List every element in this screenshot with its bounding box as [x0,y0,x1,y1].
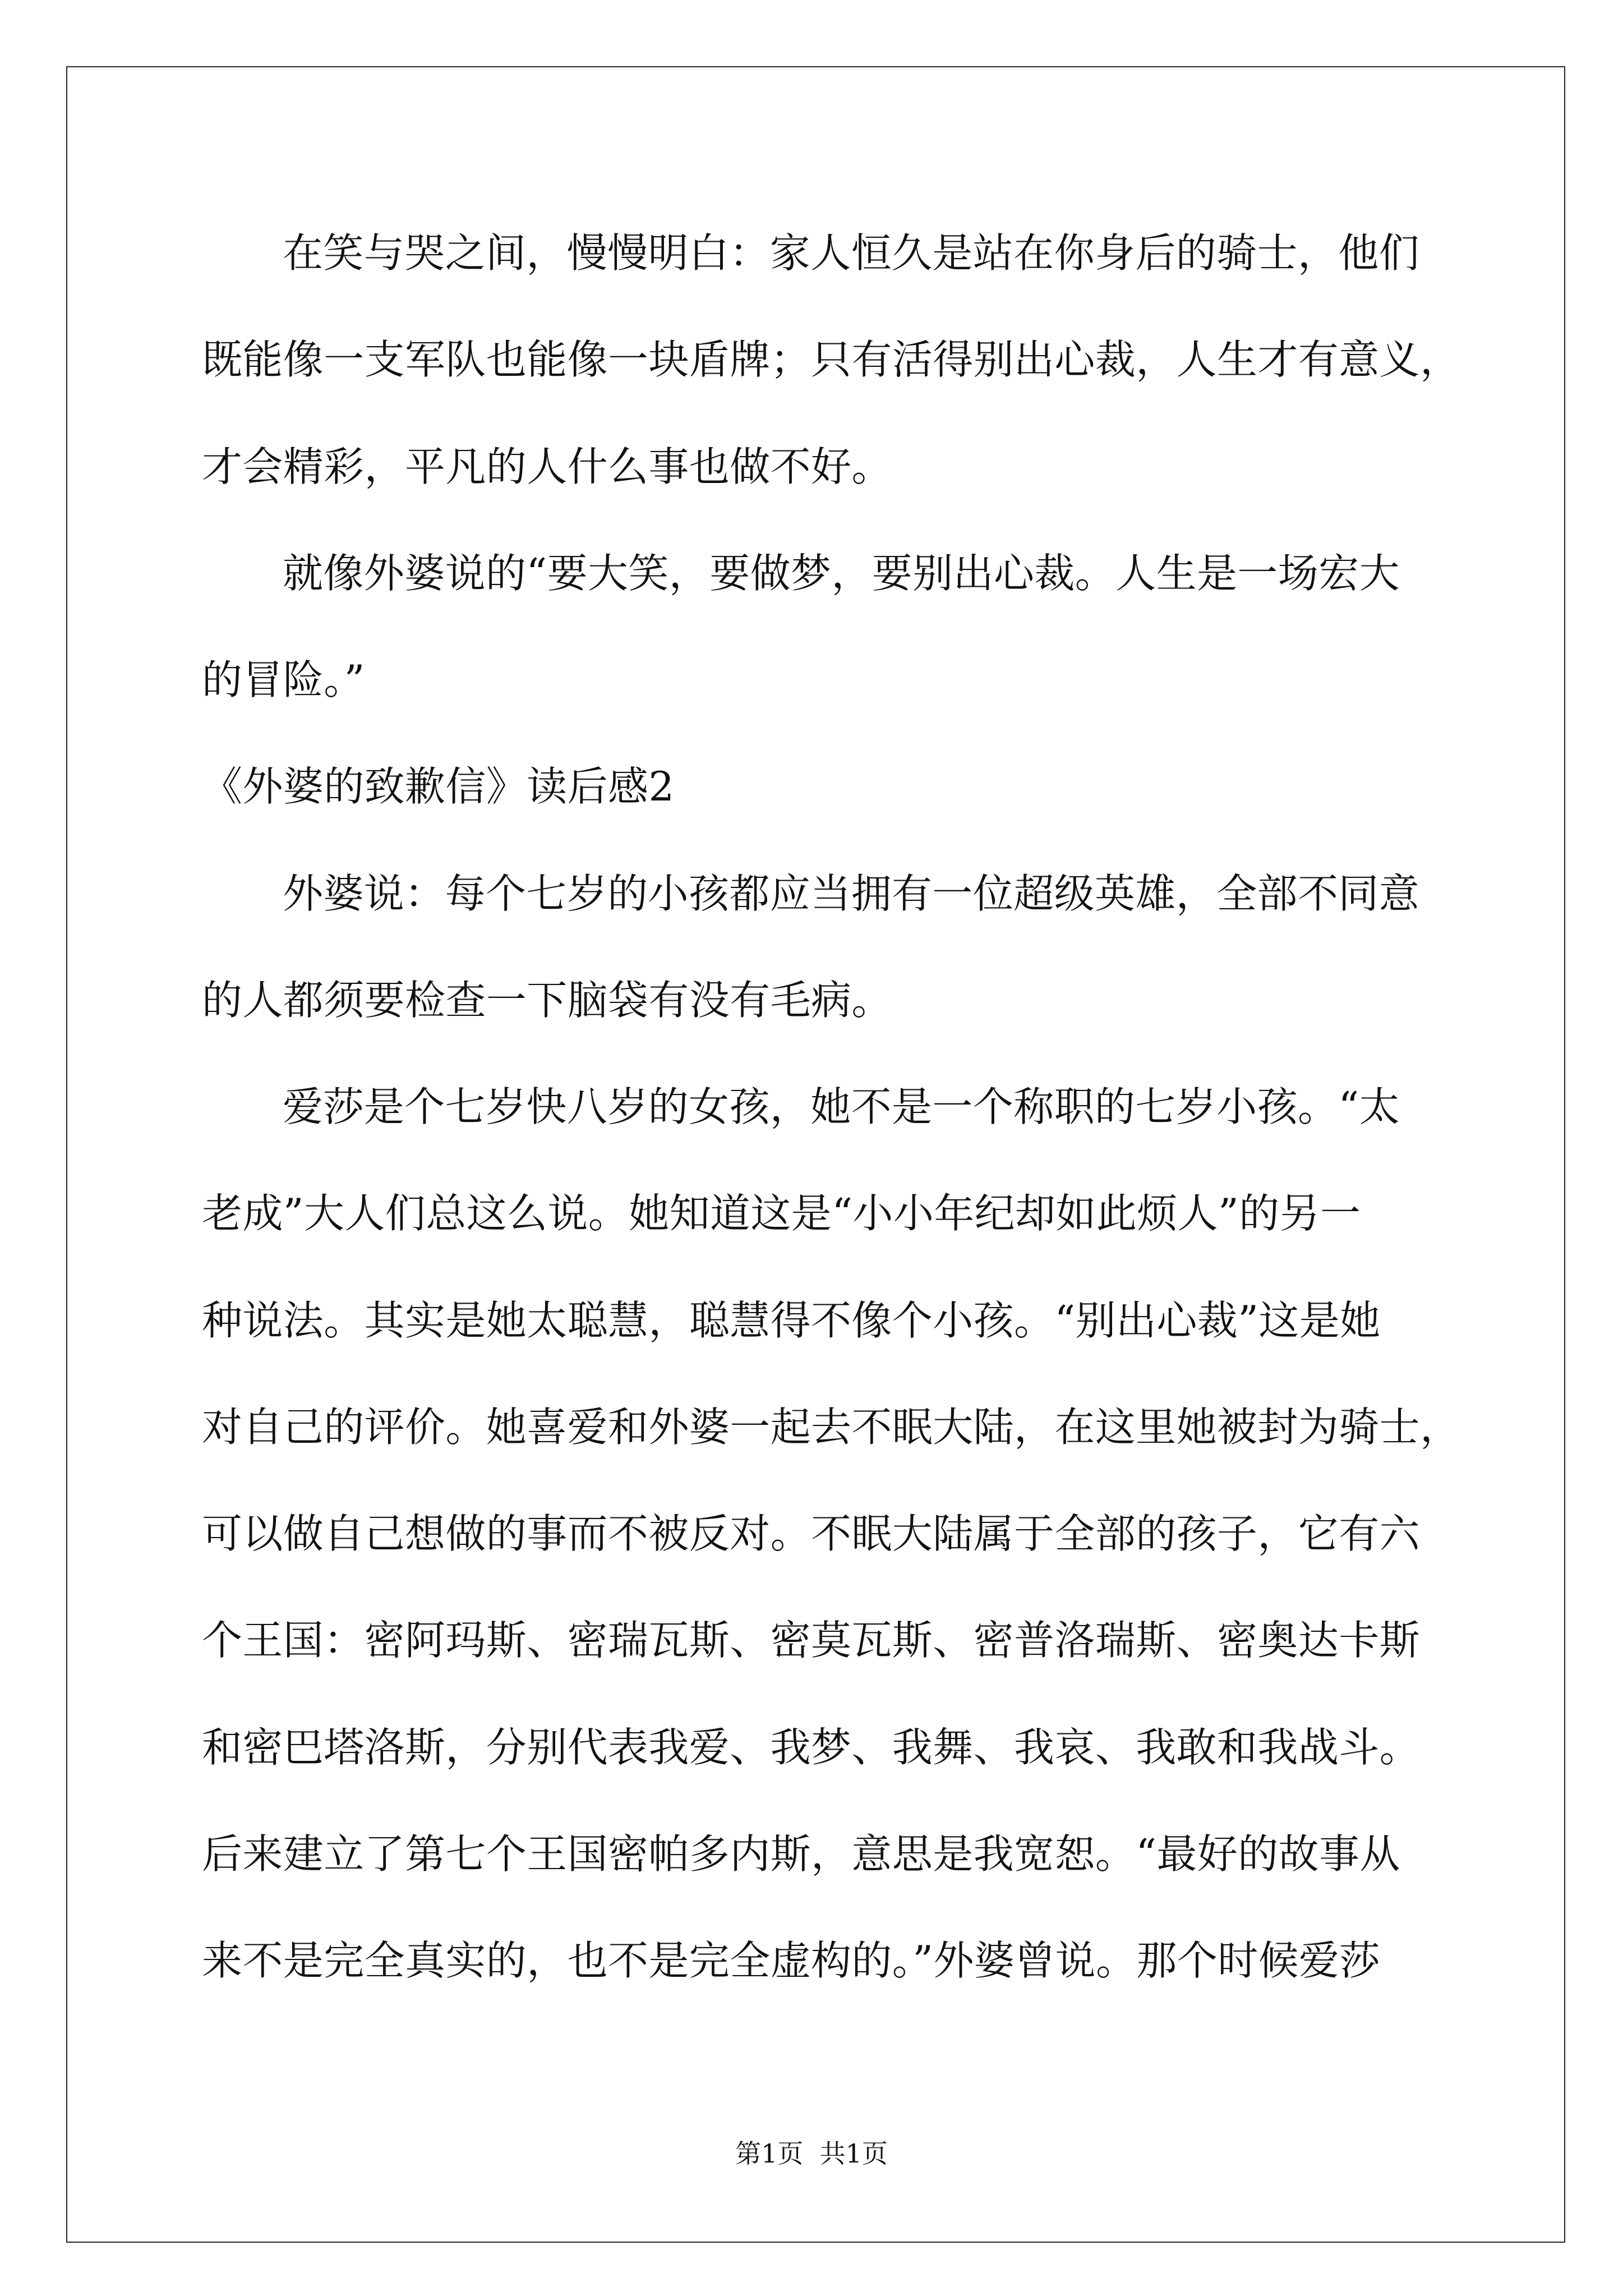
text-line: 后来建立了第七个王国密帕多内斯，意思是我宽恕。“最好的故事从 [202,1830,1400,1878]
text-line: 才会精彩，平凡的人什么事也做不好。 [202,443,892,490]
paragraph [202,520,1492,734]
text-line: 来不是完全真实的，也不是完全虚构的。”外婆曾说。那个时候爱莎 [202,1937,1380,1984]
text-line: 的冒险。” [202,656,365,703]
text-line: 外婆说：每个七岁的小孩都应当拥有一位超级英雄，全部不同意 [283,869,1420,917]
paragraph [202,840,1492,1054]
section-heading: 《外婆的致歉信》读后感2 [202,763,675,811]
paragraph [202,1053,1492,2014]
text-line: 种说法。其实是她太聪慧，聪慧得不像个小孩。“别出心裁”这是她 [202,1296,1381,1344]
text-line: 爱莎是个七岁快八岁的女孩，她不是一个称职的七岁小孩。“太 [283,1083,1400,1130]
text-line: 老成”大人们总这么说。她知道这是“小小年纪却如此烦人”的另一 [202,1190,1361,1237]
page-footer: 第1页 共1页 [735,2138,888,2169]
text-line: 对自己的评价。她喜爱和外婆一起去不眠大陆，在这里她被封为骑士， [202,1403,1461,1451]
text-line: 的人都须要检查一下脑袋有没有毛病。 [202,976,892,1024]
text-line: 个王国：密阿玛斯、密瑞瓦斯、密莫瓦斯、密普洛瑞斯、密奥达卡斯 [202,1617,1421,1664]
text-line: 就像外婆说的“要大笑，要做梦，要别出心裁。人生是一场宏大 [283,549,1400,597]
text-line: 既能像一支军队也能像一块盾牌；只有活得别出心裁，人生才有意义， [202,336,1461,384]
text-line: 和密巴塔洛斯，分别代表我爱、我梦、我舞、我哀、我敢和我战斗。 [202,1723,1421,1771]
text-line: 可以做自己想做的事而不被反对。不眠大陆属于全部的孩子，它有六 [202,1510,1421,1557]
text-line: 在笑与哭之间，慢慢明白：家人恒久是站在你身后的骑士，他们 [283,229,1420,277]
document-body [202,200,1492,2014]
paragraph [202,200,1492,520]
